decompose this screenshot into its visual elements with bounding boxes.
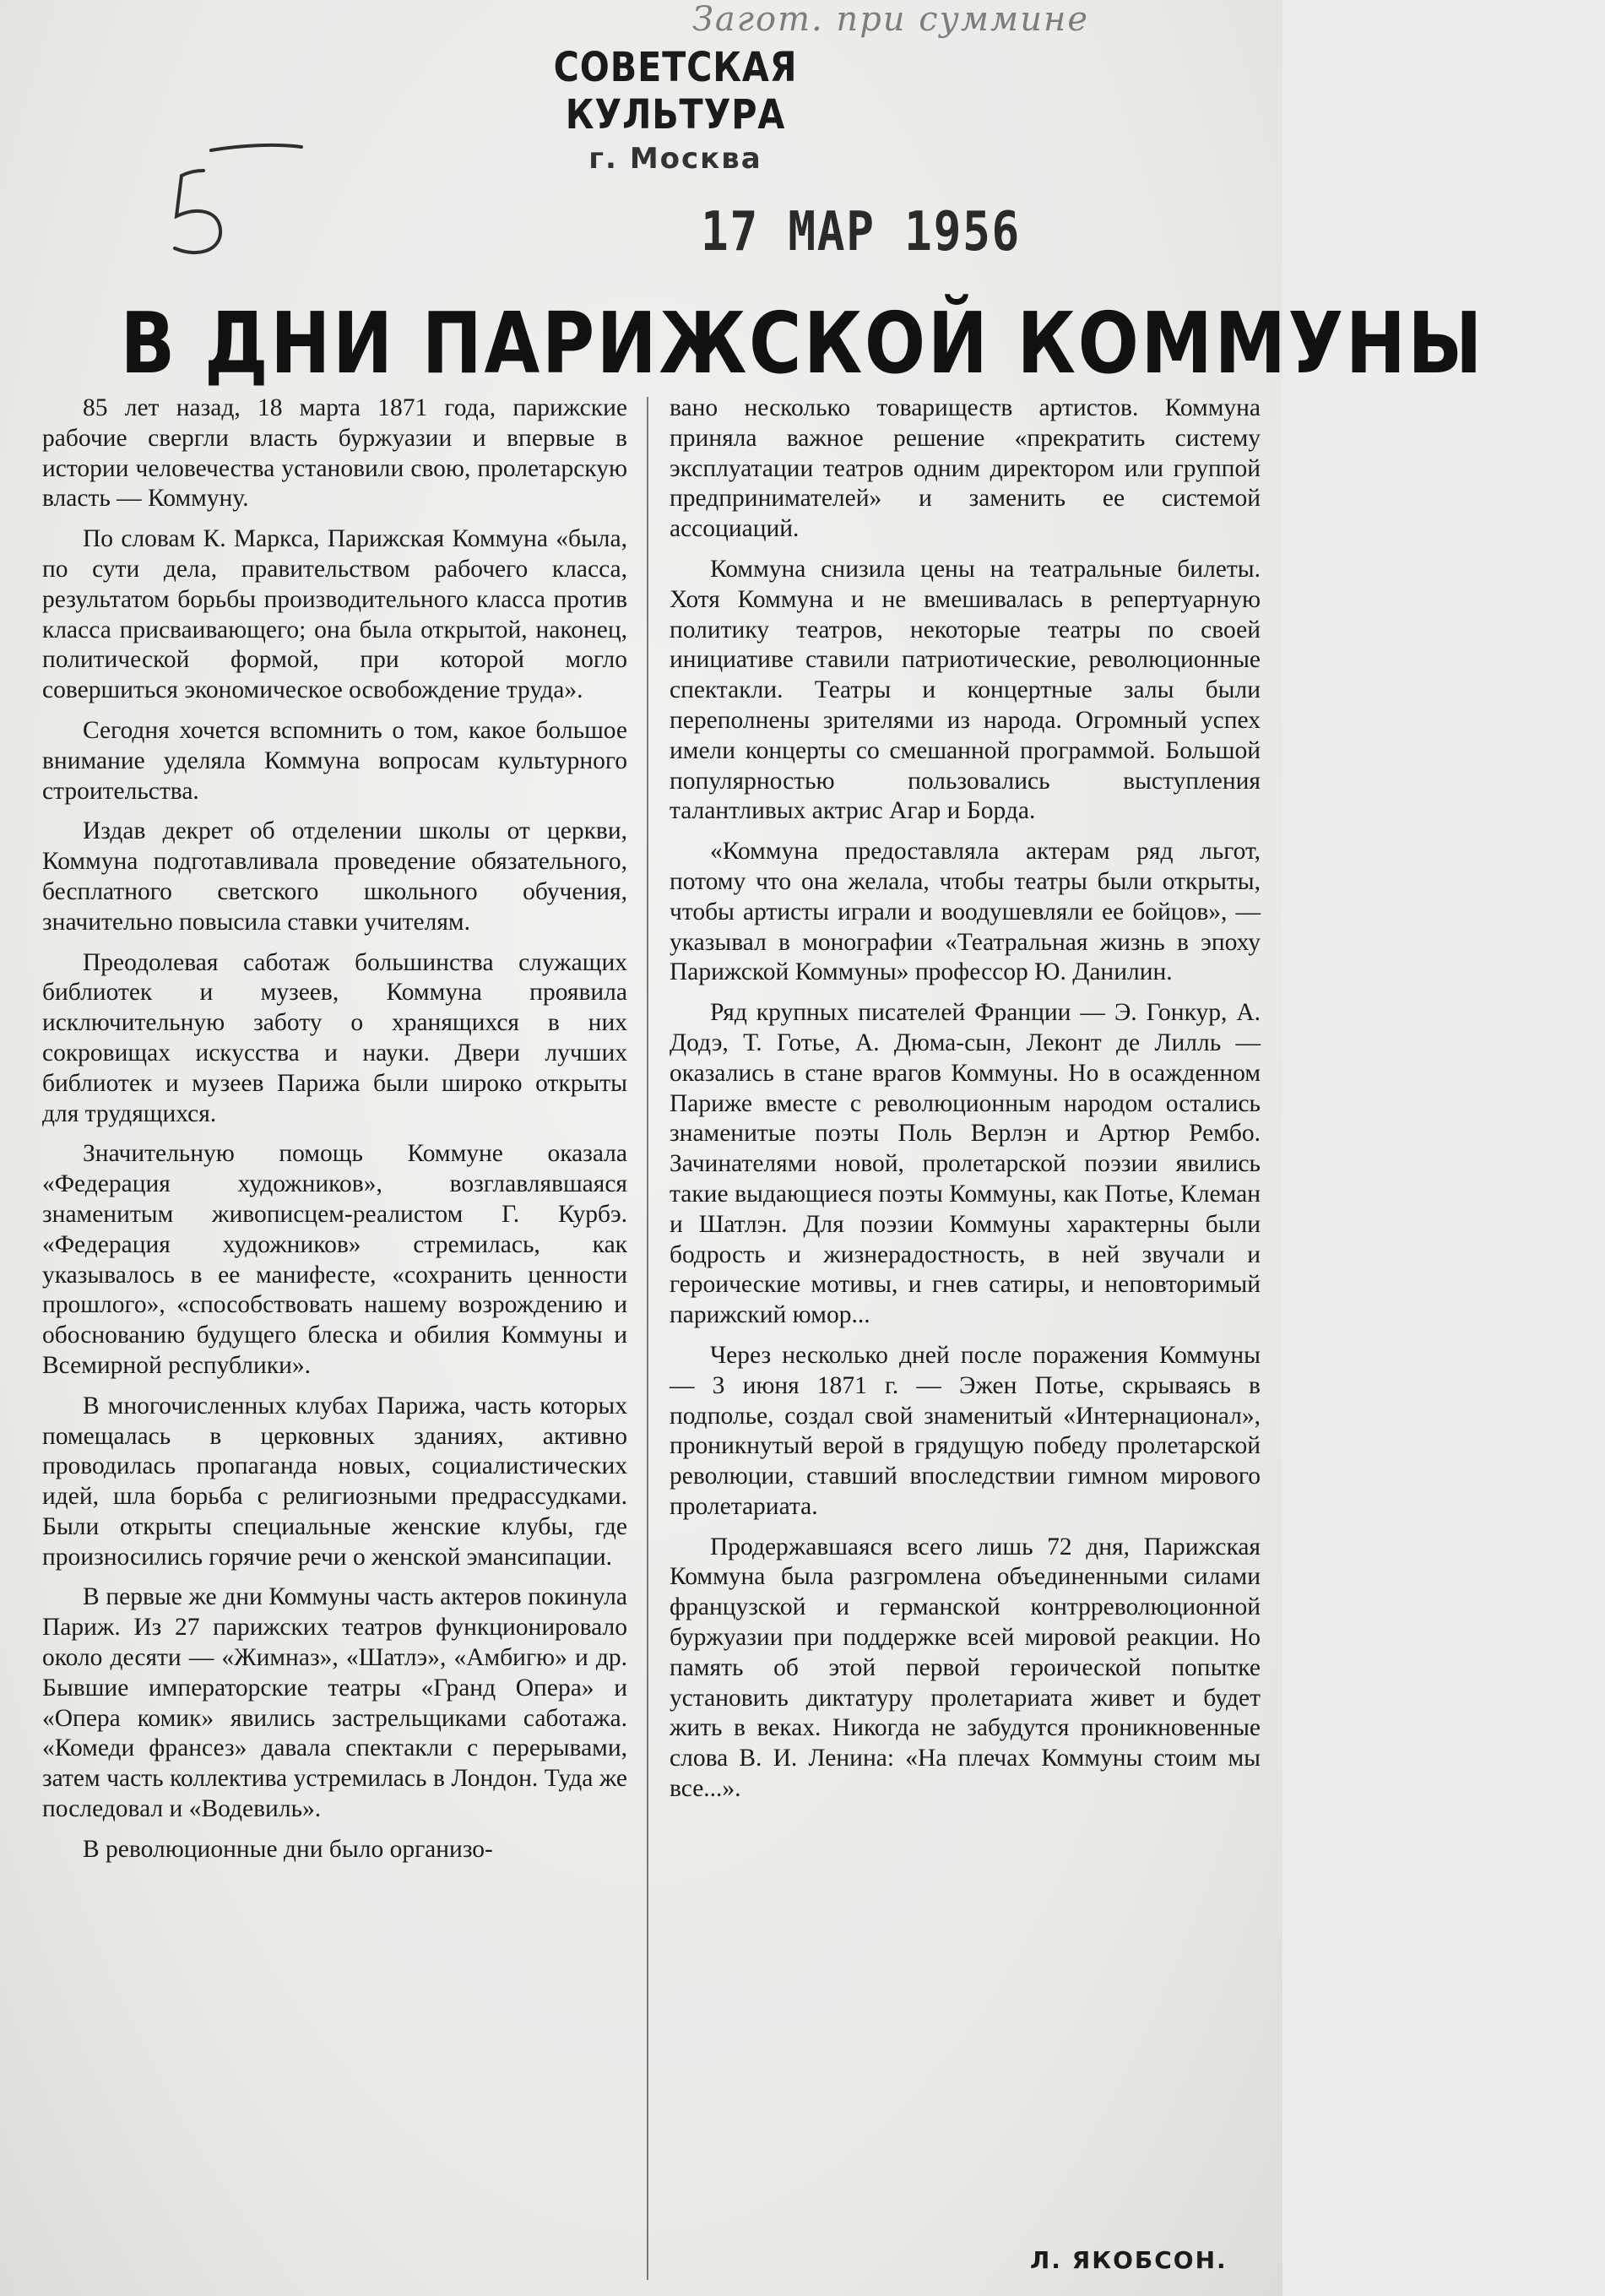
article-left-column: [42, 394, 627, 2285]
newspaper-city: г. Москва: [588, 142, 762, 176]
date-stamp: 17 МАР 1956: [701, 201, 1021, 263]
handwritten-annotation: Загот. при суммине: [692, 0, 1089, 39]
paragraph: 85 лет назад, 18 марта 1871 года, парижские рабочие свергли власть буржуазии и впервые в истории человечества установили свою, пролетарскую власть — Коммуну.: [42, 394, 627, 513]
newspaper-name: СОВЕТСКАЯ КУЛЬТУРА: [553, 44, 798, 138]
paragraph: В революционные дни было организо-: [83, 1835, 493, 1863]
article-headline: [0, 294, 1485, 393]
handwritten-number-mark: [165, 142, 317, 260]
paragraph: Значительную помощь Коммуне оказала «Федерация художников», возглавлявшаяся знаменитым живописцем-реалистом Г. Курбэ. «Федерация художников» стремилась, как указывалось в ее манифесте, «сохранить ценности прошлого», «способствовать нашему возрождению и обоснованию будущего блеска и обилия Коммуны и Всемирной республики».: [42, 1140, 627, 1379]
paragraph: Издав декрет об отделении школы от церкви, Коммуна подготавливала проведение обязательного, бесплатного светского школьного обучения, значительно повысила ставки учителям.: [42, 817, 627, 936]
paragraph: Сегодня хочется вспомнить о том, какое большое внимание уделяла Коммуна вопросам культурного строительства.: [42, 716, 627, 805]
paragraph: «Коммуна предоставляла актерам ряд льгот, потому что она желала, чтобы театры были открыты, чтобы артисты играли и воодушевляли ее бойцов», — указывал в монографии «Театральная жизнь в эпоху Парижской Коммуны» профессор Ю. Данилин.: [670, 838, 1261, 986]
paragraph: Ряд крупных писателей Франции — Э. Гонкур, А. Додэ, Т. Готье, А. Дюма-сын, Леконт де Лилль — оказались в стане врагов Коммуны. Но в осажденном Париже вместе с революционным народом остались знаменитые поэты Поль Верлэн и Артюр Рембо. Зачинателями новой, пролетарской поэзии явились такие выдающиеся поэты Коммуны, как Потье, Клеман и Шатлэн. Для поэзии Коммуны характерны были бодрость и жизнерадостность, в ней звучали и героические мотивы, и гнев сатиры, и неповторимый парижский юмор...: [670, 999, 1261, 1329]
headline-text: В ДНИ ПАРИЖСКОЙ КОММУНЫ: [120, 294, 1485, 393]
paragraph-continuation: вано несколько товариществ артистов. Коммуна приняла важное решение «прекратить систему эксплуатации театров одним директором или группой предпринимателей» и заменить ее системой ассоциаций.: [670, 394, 1261, 543]
masthead: [439, 44, 912, 176]
paragraph: Продержавшаяся всего лишь 72 дня, Парижская Коммуна была разгромлена объединенными силами французской и германской контрреволюционной буржуазии при поддержке всей мировой реакции. Но память об этой первой героической попытке установить диктатуру пролетариата живет и будет жить в веках. Никогда не забудутся проникновенные слова В. И. Ленина: «На плечах Коммуны стоим мы все...».: [670, 1533, 1261, 1803]
author-signature: Л. ЯКОБСОН.: [1030, 2246, 1228, 2274]
paragraph: В первые же дни Коммуны часть актеров покинула Париж. Из 27 парижских театров функционировало около десяти — «Жимназ», «Шатлэ», «Амбигю» и др. Бывшие императорские театры «Гранд Опера» и «Опера комик» явились застрельщиками саботажа. «Комеди франсез» давала спектакли с перерывами, затем часть коллектива устремилась в Лондон. Туда же последовал и «Водевиль».: [42, 1583, 627, 1823]
paragraph: По словам К. Маркса, Парижская Коммуна «была, по сути дела, правительством рабочего класса, результатом борьбы производительного класса против класса присваивающего; она была открытой, наконец, политической формой, при которой могло совершиться экономическое освобождение труда».: [42, 525, 627, 704]
paragraph: В многочисленных клубах Парижа, часть которых помещалась в церковных зданиях, активно проводилась пропаганда новых, социалистических идей, шла борьба с религиозными предрассудками. Были открыты специальные женские клубы, где произносились горячие речи о женской эмансипации.: [42, 1392, 627, 1571]
column-divider: [647, 397, 648, 2280]
paragraph: Преодолевая саботаж большинства служащих библиотек и музеев, Коммуна проявила исключительную заботу о хранящихся в них сокровищах искусства и науки. Двери лучших библиотек и музеев Парижа были широко открыты для трудящихся.: [42, 948, 627, 1127]
paragraph: Коммуна снизила цены на театральные билеты. Хотя Коммуна и не вмешивалась в репертуарную политику театров, некоторые театры по своей инициативе ставили патриотические, революционные спектакли. Театры и концертные залы были переполнены зрителями из народа. Огромный успех имели концерты со смешанной программой. Большой популярностью пользовались выступления талантливых актрис Агар и Борда.: [670, 555, 1261, 825]
article-right-column: [670, 394, 1261, 2285]
paragraph: Через несколько дней после поражения Коммуны — 3 июня 1871 г. — Эжен Потье, скрываясь в подполье, создал свой знаменитый «Интернационал», проникнутый верой в грядущую победу пролетарской революции, ставший впоследствии гимном мирового пролетариата.: [670, 1341, 1261, 1520]
